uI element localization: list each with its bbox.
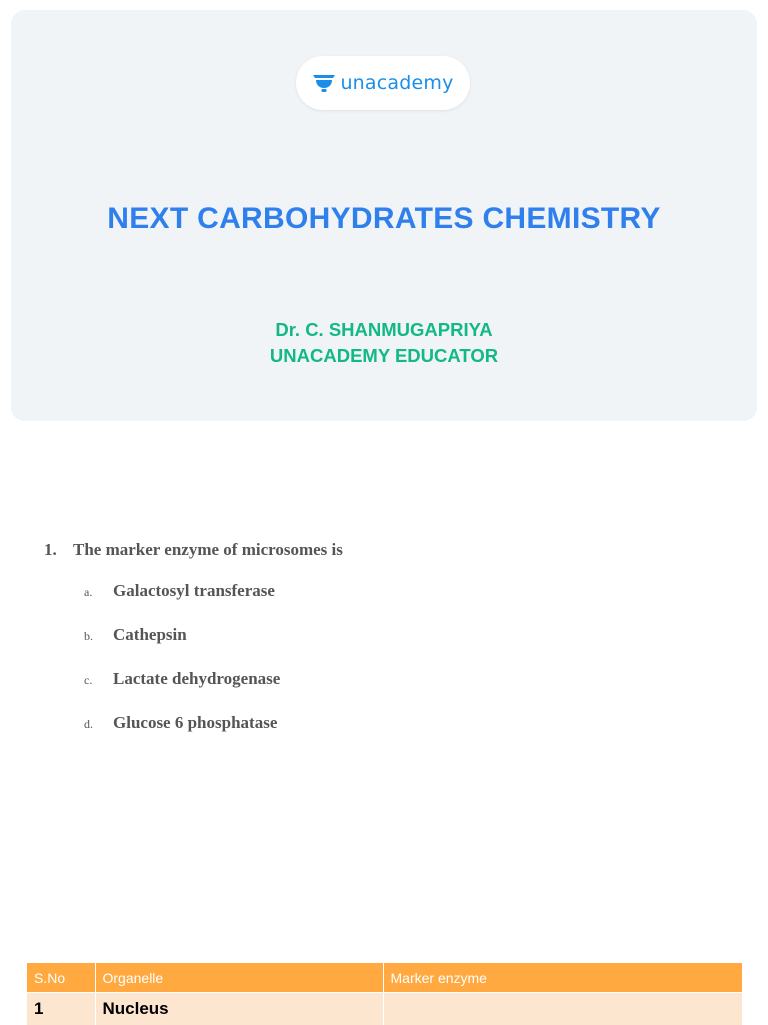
column-header-marker-enzyme: Marker enzyme — [383, 963, 742, 993]
author-role: UNACADEMY EDUCATOR — [0, 343, 768, 369]
table-row — [27, 993, 742, 1025]
column-header-organelle: Organelle — [95, 963, 383, 993]
author-name: Dr. C. SHANMUGAPRIYA — [0, 317, 768, 343]
option-b[interactable] — [84, 625, 280, 669]
cell-organelle: Nucleus — [95, 993, 383, 1025]
column-header-sno: S.No — [27, 963, 95, 993]
answer-options — [84, 581, 280, 757]
cell-sno: 1 — [27, 993, 95, 1025]
option-text: Cathepsin — [113, 625, 187, 645]
option-letter: c. — [84, 673, 113, 688]
brand-logo[interactable] — [296, 56, 470, 110]
question-text: The marker enzyme of microsomes is — [73, 540, 343, 559]
option-a[interactable] — [84, 581, 280, 625]
option-d[interactable] — [84, 713, 280, 757]
option-text: Lactate dehydrogenase — [113, 669, 280, 689]
cell-marker-enzyme — [383, 993, 742, 1025]
author-block — [0, 317, 768, 369]
title-slide — [11, 10, 757, 421]
option-letter: b. — [84, 629, 113, 644]
unacademy-cap-icon — [312, 73, 336, 93]
option-text: Galactosyl transferase — [113, 581, 275, 601]
brand-name: unacademy — [340, 72, 453, 94]
question-number: 1. — [44, 540, 73, 560]
marker-enzyme-table — [27, 963, 742, 1025]
table-header-row — [27, 963, 742, 993]
option-letter: d. — [84, 717, 113, 732]
option-text: Glucose 6 phosphatase — [113, 713, 277, 733]
slide-title: NEXT CARBOHYDRATES CHEMISTRY — [11, 202, 757, 236]
option-letter: a. — [84, 585, 113, 600]
question-stem — [44, 540, 343, 560]
option-c[interactable] — [84, 669, 280, 713]
